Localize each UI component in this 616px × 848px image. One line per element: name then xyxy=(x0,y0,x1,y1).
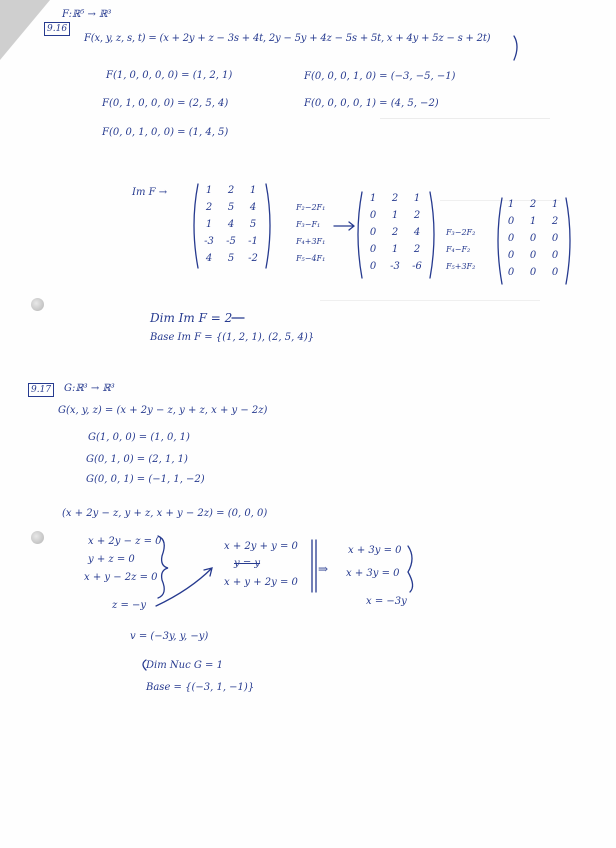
matrix-cell: 1 xyxy=(205,219,213,230)
base-image: Base Im F = {(1, 2, 1), (2, 5, 4)} xyxy=(150,332,315,343)
matrix-cell: 0 xyxy=(369,244,377,255)
function-header: F:ℝ⁵ → ℝ³ xyxy=(62,9,112,20)
matrix-cell: 0 xyxy=(369,210,377,221)
matrix-cell: 0 xyxy=(551,250,559,261)
matrix-cell: 0 xyxy=(369,261,377,272)
matrix-cell: 2 xyxy=(551,216,559,227)
matrix-cell: 0 xyxy=(507,233,515,244)
matrix-cell: 1 xyxy=(391,244,399,255)
matrix-cell: 0 xyxy=(507,250,515,261)
system3-eq1: x + 3y = 0 xyxy=(348,545,402,556)
matrix-cell: 4 xyxy=(413,227,421,238)
matrix-cell: 0 xyxy=(529,267,537,278)
row-operation: F₃−F₁ xyxy=(296,220,321,229)
dim-kernel: Dim Nuc G = 1 xyxy=(146,660,223,671)
system1-eq1: x + 2y − z = 0 xyxy=(88,536,162,547)
matrix-cell: 0 xyxy=(529,233,537,244)
implies-symbol: ⇒ xyxy=(318,562,329,576)
matrix-cell: 2 xyxy=(391,193,399,204)
system3-eq2: x + 3y = 0 xyxy=(346,568,400,579)
matrix-cell: 1 xyxy=(369,193,377,204)
kernel-vector: v = (−3y, y, −y) xyxy=(130,631,209,642)
row-operation: F₄+3F₁ xyxy=(296,237,326,246)
function-definition: F(x, y, z, s, t) = (x + 2y + z − 3s + 4t, 2y − 5y + 4z − 5s + 5t, x + 4y + 5z − s + 2t) xyxy=(84,33,491,44)
exercise-number: 9.16 xyxy=(44,22,70,36)
matrix-cell: 0 xyxy=(551,267,559,278)
substitution: z = −y xyxy=(112,600,147,611)
matrix-cell: 2 xyxy=(391,227,399,238)
matrix-cell: -3 xyxy=(204,236,214,247)
function-definition: G(x, y, z) = (x + 2y − z, y + z, x + y − 2z) xyxy=(58,405,268,416)
matrix-cell: 1 xyxy=(205,185,213,196)
row-operation: F₃−2F₂ xyxy=(446,228,476,237)
matrix-cell: 1 xyxy=(391,210,399,221)
matrix-cell: 4 xyxy=(205,253,213,264)
matrix-cell: -3 xyxy=(390,261,400,272)
dim-image: Dim Im F = 2 xyxy=(150,311,233,325)
matrix-cell: 4 xyxy=(227,219,235,230)
matrix-cell: -6 xyxy=(412,261,422,272)
function-header: G:ℝ³ → ℝ³ xyxy=(64,383,115,394)
matrix-cell: 1 xyxy=(507,199,515,210)
matrix-cell: 4 xyxy=(249,202,257,213)
matrix-cell: 5 xyxy=(227,253,235,264)
image-e3: F(0, 0, 1, 0, 0) = (1, 4, 5) xyxy=(102,127,229,138)
matrix-cell: 2 xyxy=(413,244,421,255)
system2-eq1: x + 2y + y = 0 xyxy=(224,541,298,552)
system1-eq2: y + z = 0 xyxy=(88,554,135,565)
matrix-cell: 0 xyxy=(507,267,515,278)
kernel-equation: (x + 2y − z, y + z, x + y − 2z) = (0, 0, 0) xyxy=(62,508,268,519)
image-e4: F(0, 0, 0, 1, 0) = (−3, −5, −1) xyxy=(304,71,456,82)
row-operation: F₅−4F₁ xyxy=(296,254,326,263)
image-e5: F(0, 0, 0, 0, 1) = (4, 5, −2) xyxy=(304,98,439,109)
matrix-cell: -2 xyxy=(248,253,258,264)
matrix-cell: 0 xyxy=(369,227,377,238)
system1-eq3: x + y − 2z = 0 xyxy=(84,572,158,583)
image-label: Im F → xyxy=(132,187,168,198)
matrix-cell: 1 xyxy=(249,185,257,196)
matrix-cell: 0 xyxy=(551,233,559,244)
matrix-cell: 0 xyxy=(529,250,537,261)
system2-eq3: x + y + 2y = 0 xyxy=(224,577,298,588)
image-e1: F(1, 0, 0, 0, 0) = (1, 2, 1) xyxy=(106,70,233,81)
matrix-cell: 5 xyxy=(249,219,257,230)
matrix-cell: -5 xyxy=(226,236,236,247)
matrix-cell: 0 xyxy=(507,216,515,227)
base-kernel: Base = {(−3, 1, −1)} xyxy=(146,682,255,693)
row-operation: F₄−F₂ xyxy=(446,245,471,254)
row-operation: F₂−2F₁ xyxy=(296,203,326,212)
matrix-cell: 1 xyxy=(551,199,559,210)
matrix-cell: 2 xyxy=(227,185,235,196)
matrix-cell: 2 xyxy=(413,210,421,221)
matrix-cell: 1 xyxy=(529,216,537,227)
image-e3: G(0, 0, 1) = (−1, 1, −2) xyxy=(86,474,205,485)
image-e1: G(1, 0, 0) = (1, 0, 1) xyxy=(88,432,190,443)
system2-eq2-struck: y = y xyxy=(234,558,261,569)
matrix-cell: 2 xyxy=(529,199,537,210)
matrix-cell: 5 xyxy=(227,202,235,213)
row-operation: F₅+3F₂ xyxy=(446,262,476,271)
matrix-cell: 1 xyxy=(413,193,421,204)
image-e2: F(0, 1, 0, 0, 0) = (2, 5, 4) xyxy=(102,98,229,109)
image-e2: G(0, 1, 0) = (2, 1, 1) xyxy=(86,454,188,465)
exercise-number: 9.17 xyxy=(28,383,54,397)
matrix-cell: -1 xyxy=(248,236,258,247)
matrix-cell: 2 xyxy=(205,202,213,213)
solution-x: x = −3y xyxy=(366,596,407,607)
